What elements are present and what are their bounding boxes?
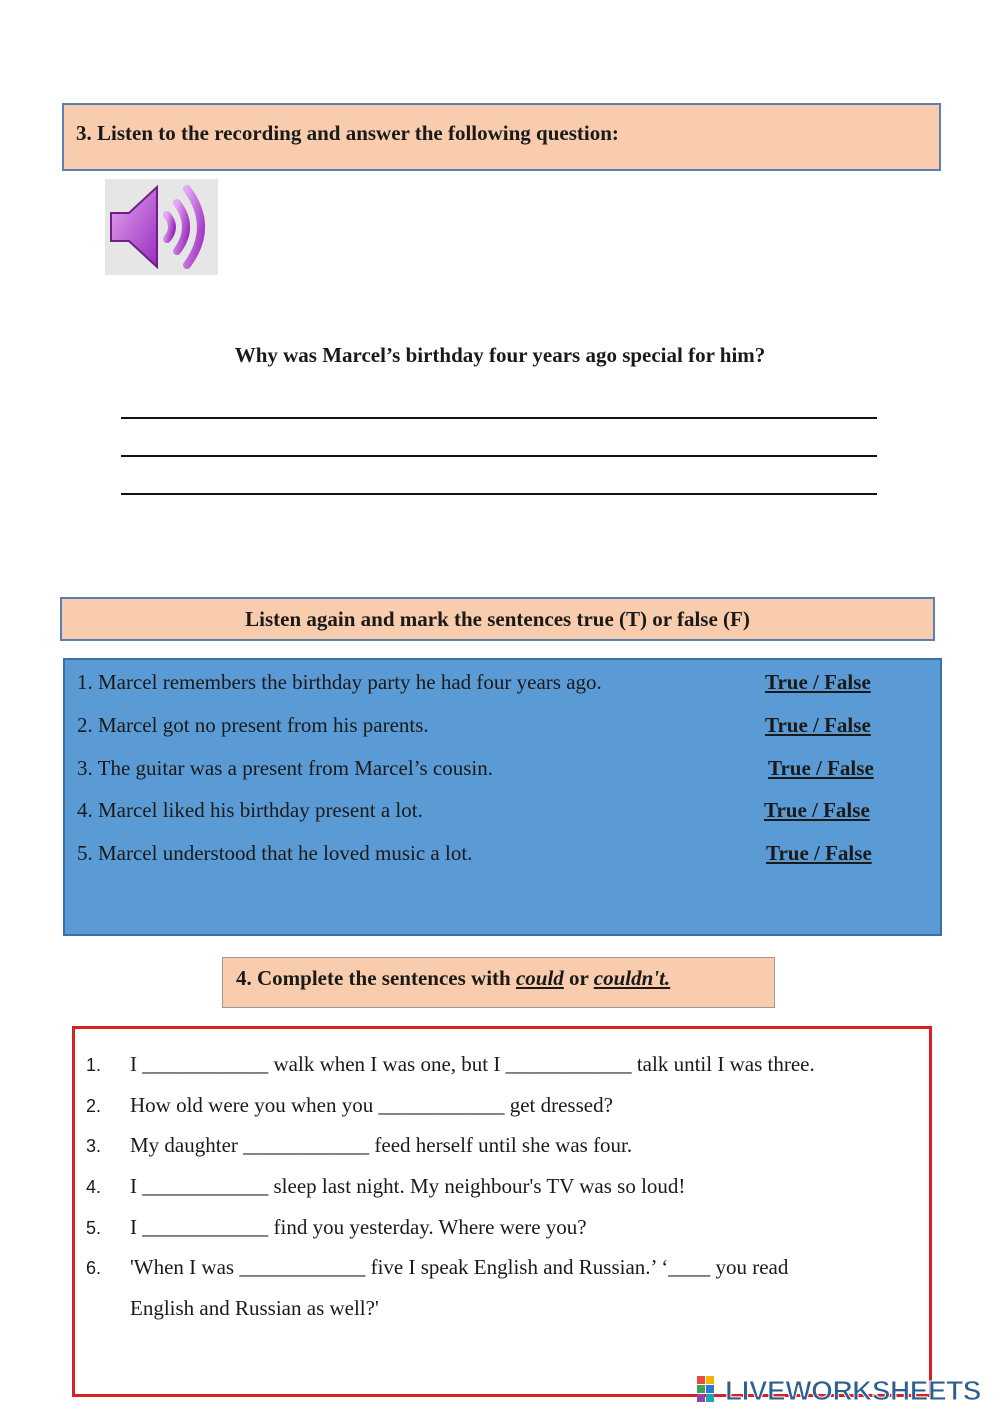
- gap-sentence-5[interactable]: I ____________ find you yesterday. Where were you?: [130, 1215, 587, 1239]
- exercise-box: [72, 1026, 932, 1397]
- item-number-6: 6.: [86, 1258, 102, 1278]
- gap-sentence-4[interactable]: I ____________ sleep last night. My neighbour's TV was so loud!: [130, 1174, 686, 1198]
- item-number-3: 3.: [86, 1136, 102, 1156]
- liveworksheets-watermark: [697, 1373, 997, 1409]
- tf-statement-3: 3. The guitar was a present from Marcel’s cousin.: [77, 756, 493, 780]
- item-number-4: 4.: [86, 1177, 102, 1197]
- true-false-box: [63, 658, 942, 936]
- answer-line-2[interactable]: [121, 455, 877, 457]
- word-could: could: [515, 966, 564, 990]
- section3-header-text: 3. Listen to the recording and answer the following question:: [76, 121, 619, 145]
- item-number-5: 5.: [86, 1218, 102, 1238]
- answer-line-3[interactable]: [121, 493, 877, 495]
- watermark-text: LIVEWORKSHEETS: [725, 1375, 981, 1406]
- gap-sentence-1[interactable]: I ____________ walk when I was one, but I ____________ talk until I was three.: [130, 1052, 815, 1076]
- gap-sentence-6-continued: English and Russian as well?': [130, 1296, 379, 1320]
- word-or: or: [569, 966, 589, 990]
- tf-statement-1: 1. Marcel remembers the birthday party he had four years ago.: [77, 670, 602, 694]
- tf-statement-5: 5. Marcel understood that he loved music a lot.: [77, 841, 473, 865]
- item-number-1: 1.: [86, 1055, 102, 1075]
- section3-header: [62, 103, 941, 171]
- gap-sentence-2[interactable]: How old were you when you ____________ get dressed?: [130, 1093, 613, 1117]
- gap-sentence-6[interactable]: 'When I was ____________ five I speak English and Russian.’ ‘____ you read: [130, 1255, 789, 1279]
- word-couldnt: couldn't.: [593, 966, 671, 990]
- section4-header: [222, 957, 775, 1008]
- listening-question: Why was Marcel’s birthday four years ago special for him?: [234, 343, 766, 367]
- gap-sentence-3[interactable]: My daughter ____________ feed herself until she was four.: [130, 1133, 633, 1157]
- tf-statement-4: 4. Marcel liked his birthday present a lot.: [77, 798, 423, 822]
- tf-option-5[interactable]: True / False: [766, 841, 872, 865]
- tf-option-4[interactable]: True / False: [764, 798, 870, 822]
- tf-option-2[interactable]: True / False: [765, 713, 871, 737]
- item-number-2: 2.: [86, 1096, 102, 1116]
- section4-header-prefix: 4. Complete the sentences with: [236, 966, 511, 990]
- true-false-header: [60, 597, 935, 641]
- speaker-volume-icon[interactable]: [105, 179, 218, 275]
- tf-option-1[interactable]: True / False: [765, 670, 871, 694]
- tf-option-3[interactable]: True / False: [768, 756, 874, 780]
- tf-statement-2: 2. Marcel got no present from his parents.: [77, 713, 429, 737]
- true-false-header-text: Listen again and mark the sentences true (T) or false (F): [245, 607, 750, 631]
- liveworksheets-logo-icon: [697, 1376, 723, 1407]
- answer-line-1[interactable]: [121, 417, 877, 419]
